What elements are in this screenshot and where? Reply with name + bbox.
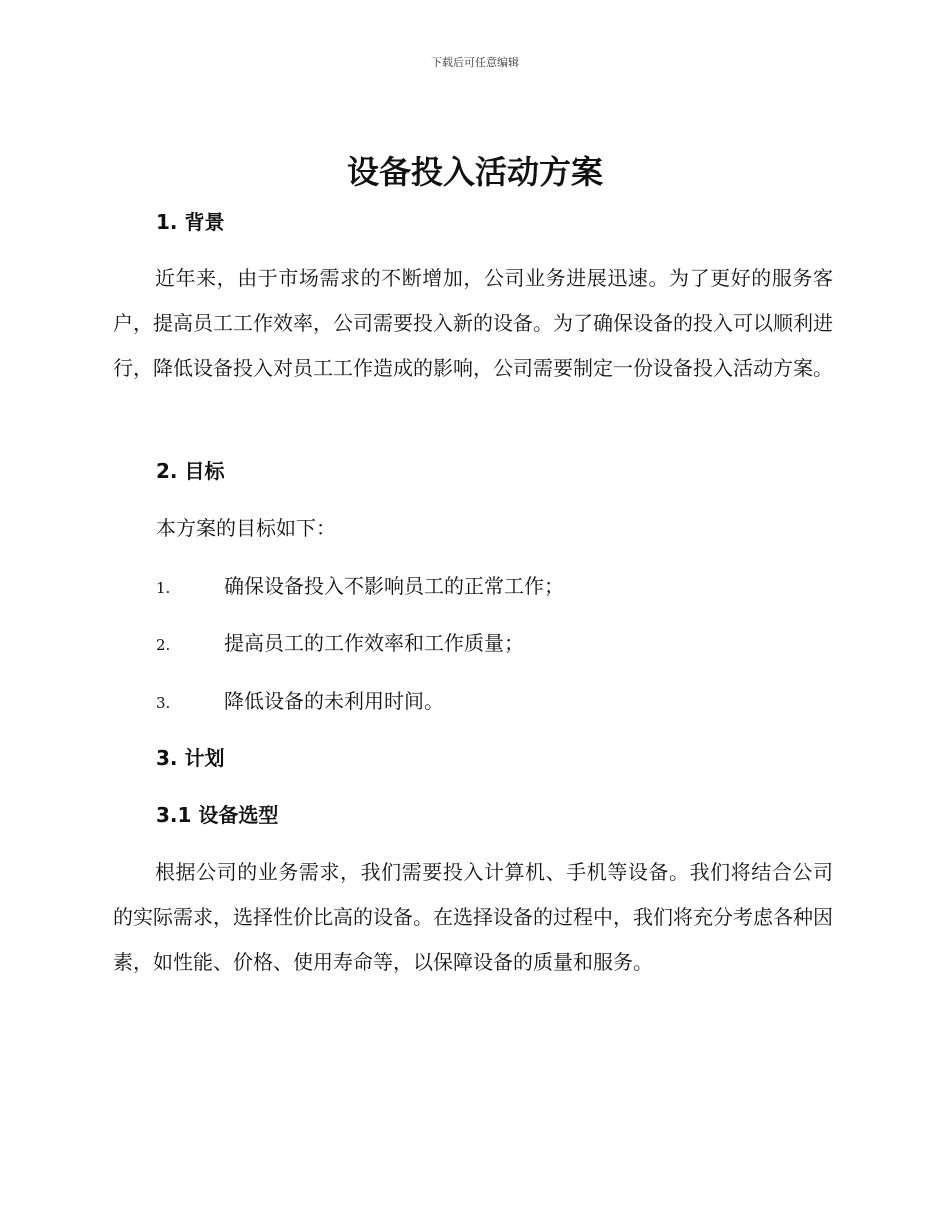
list-item-text: 提高员工的工作效率和工作质量； bbox=[224, 631, 524, 655]
list-item-number: 1. bbox=[156, 579, 171, 597]
section-heading-goals: 2. 目标 bbox=[156, 459, 225, 483]
list-item bbox=[156, 687, 444, 715]
list-item bbox=[156, 572, 564, 600]
section-heading-background: 1. 背景 bbox=[156, 210, 225, 234]
section-heading-plan: 3. 计划 bbox=[156, 746, 225, 770]
document-title: 设备投入活动方案 bbox=[346, 153, 603, 191]
list-item-number: 2. bbox=[156, 636, 171, 654]
header-note: 下载后可任意编辑 bbox=[431, 56, 519, 69]
list-item-text: 降低设备的未利用时间。 bbox=[224, 689, 444, 713]
equipment-selection-paragraph: 根据公司的业务需求，我们需要投入计算机、手机等设备。我们将结合公司的实际需求，选择性价比高的设备。在选择设备的过程中，我们将充分考虑各种因素，如性能、价格、使用寿命等，以保障设备的质量和服务。 bbox=[113, 860, 833, 974]
background-paragraph: 近年来，由于市场需求的不断增加，公司业务进展迅速。为了更好的服务客户，提高员工工作效率，公司需要投入新的设备。为了确保设备的投入可以顺利进行，降低设备投入对员工工作造成的影响，公司需要制定一份设备投入活动方案。 bbox=[113, 266, 833, 380]
goals-intro: 本方案的目标如下： bbox=[156, 516, 336, 540]
list-item-text: 确保设备投入不影响员工的正常工作； bbox=[224, 574, 564, 598]
list-item-number: 3. bbox=[156, 694, 171, 712]
subsection-heading-equipment-selection: 3.1 设备选型 bbox=[156, 803, 279, 827]
list-item bbox=[156, 629, 524, 657]
